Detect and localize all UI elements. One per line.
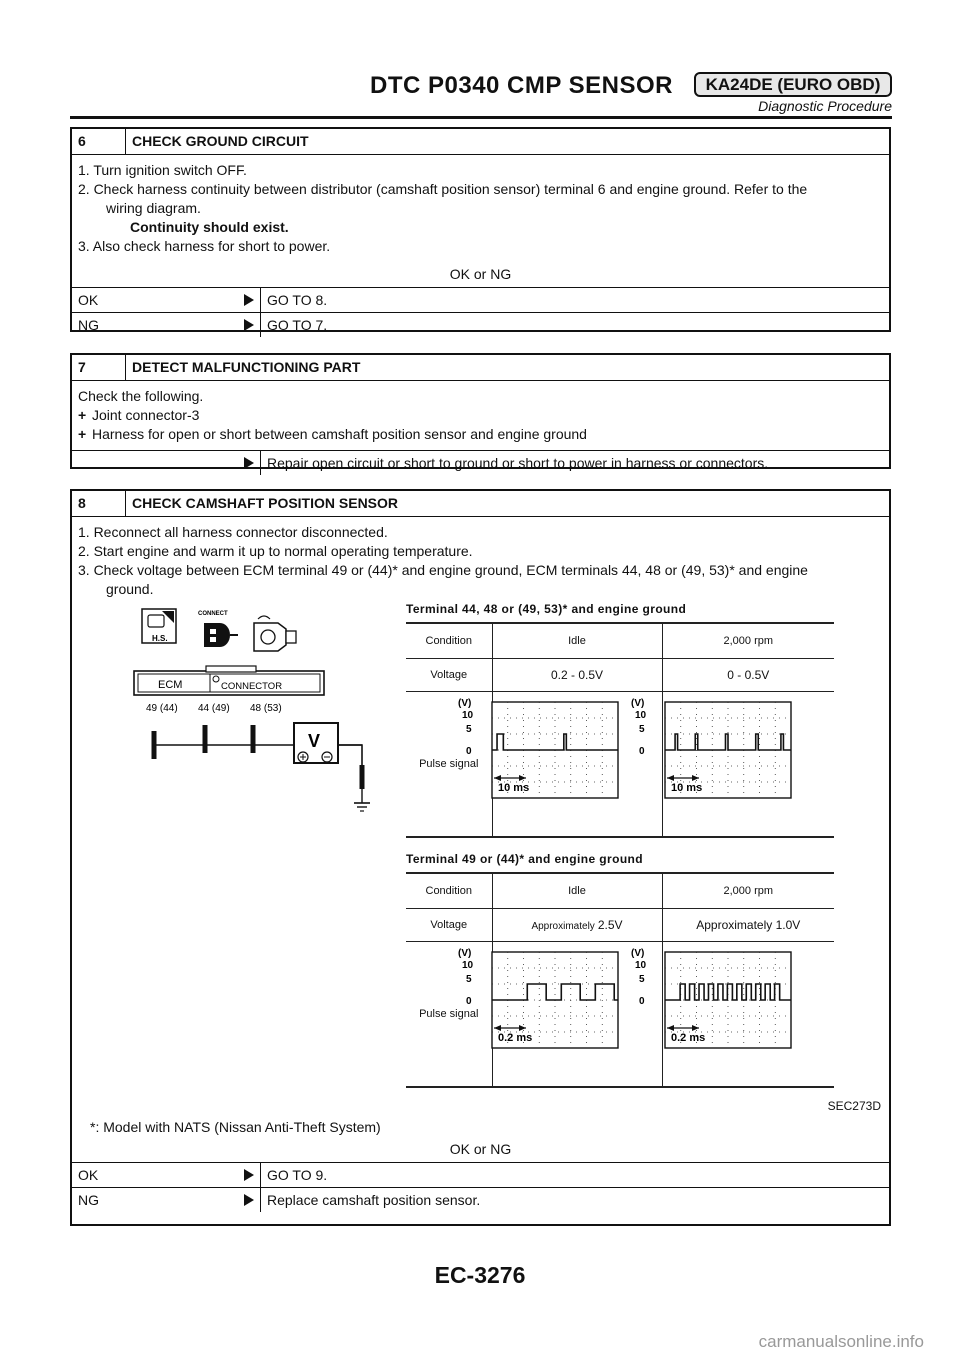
list-item: + Joint connector-3 bbox=[78, 407, 200, 423]
result-action: GO TO 7. bbox=[260, 313, 889, 337]
result-row bbox=[72, 450, 889, 475]
step-6-title-row bbox=[72, 129, 889, 155]
timebase-label: 10 ms bbox=[671, 782, 703, 794]
page-title: DTC P0340 CMP SENSOR bbox=[370, 72, 673, 99]
voltage-header: Voltage bbox=[406, 658, 492, 691]
bullet-icon: + bbox=[78, 407, 87, 423]
result-label: NG bbox=[78, 1192, 99, 1208]
scope-tick-label: 10 bbox=[635, 960, 647, 971]
table-1-title: Terminal 44, 48 or (49, 53)* and engine ground bbox=[406, 602, 687, 616]
step-6-body bbox=[72, 155, 889, 260]
arrow-right-icon bbox=[244, 1194, 254, 1206]
pulse-header: Pulse signal bbox=[406, 941, 492, 1087]
result-label: NG bbox=[78, 317, 99, 333]
timebase-label: 10 ms bbox=[498, 782, 530, 794]
result-label: OK bbox=[78, 1167, 99, 1183]
instruction-line: Check the following. bbox=[78, 388, 204, 404]
scope-tick-label: 5 bbox=[466, 724, 472, 735]
page-subtitle: Diagnostic Procedure bbox=[758, 98, 892, 114]
step-7-box bbox=[70, 353, 891, 469]
instruction-line: 2. Check harness continuity between distributor (camshaft position sensor) terminal 6 and engine ground. Refer to the bbox=[78, 181, 808, 197]
spec-line: Continuity should exist. bbox=[130, 219, 289, 235]
instruction-line: 1. Reconnect all harness connector disconnected. bbox=[78, 524, 388, 540]
terminal-label: 49 (44) bbox=[146, 703, 178, 714]
ok-or-ng-label: OK or NG bbox=[449, 266, 512, 282]
watermark: carmanualsonline.info bbox=[758, 1332, 924, 1351]
result-action: GO TO 8. bbox=[260, 288, 889, 312]
meter-label: V bbox=[308, 731, 321, 751]
scope-unit-label: (V) bbox=[458, 698, 472, 709]
step-8-body bbox=[72, 517, 889, 599]
step-7-body bbox=[72, 381, 889, 448]
result-action: Replace camshaft position sensor. bbox=[260, 1188, 889, 1212]
measurement-diagram bbox=[72, 599, 889, 1117]
arrow-right-icon bbox=[244, 294, 254, 306]
step-title: DETECT MALFUNCTIONING PART bbox=[132, 359, 361, 375]
result-row bbox=[72, 312, 889, 337]
result-action: GO TO 9. bbox=[260, 1163, 889, 1187]
result-row bbox=[72, 287, 889, 312]
scope-tick-label: 5 bbox=[639, 974, 645, 985]
scope-tick-label: 5 bbox=[639, 724, 645, 735]
connect-label: CONNECT bbox=[198, 611, 228, 617]
result-label: OK bbox=[78, 292, 99, 308]
step-number: 7 bbox=[72, 355, 126, 380]
oscilloscope-traces bbox=[72, 599, 889, 1117]
arrow-right-icon bbox=[244, 319, 254, 331]
pulse-header: Pulse signal bbox=[406, 691, 492, 837]
engine-badge: KA24DE (EURO OBD) bbox=[694, 72, 892, 97]
scope-tick-label: 10 bbox=[635, 710, 647, 721]
footnote: *: Model with NATS (Nissan Anti-Theft System) bbox=[90, 1119, 381, 1135]
bullet-icon: + bbox=[78, 426, 87, 442]
instruction-line: 3. Also check harness for short to power. bbox=[78, 238, 331, 254]
scope-tick-label: 5 bbox=[466, 974, 472, 985]
scope-tick-label: 10 bbox=[462, 710, 474, 721]
hs-label: H.S. bbox=[152, 634, 168, 643]
table-2-title: Terminal 49 or (44)* and engine ground bbox=[406, 852, 644, 866]
terminal-label: 48 (53) bbox=[250, 703, 282, 714]
scope-tick-label: 10 bbox=[462, 960, 474, 971]
voltage-value: 2.5V bbox=[597, 917, 623, 932]
ecm-label: ECM bbox=[158, 679, 183, 691]
scope-unit-label: (V) bbox=[458, 948, 472, 959]
figure-code: SEC273D bbox=[827, 1099, 881, 1113]
instruction-line: 2. Start engine and warm it up to normal operating temperature. bbox=[78, 543, 473, 559]
connector-label: CONNECTOR bbox=[221, 681, 283, 692]
page-header bbox=[70, 68, 892, 118]
voltage-2000rpm: Approximately 1.0V bbox=[662, 908, 834, 941]
header-rule bbox=[70, 116, 892, 119]
step-title: CHECK GROUND CIRCUIT bbox=[132, 133, 309, 149]
cell-2000rpm: 2,000 rpm bbox=[662, 623, 834, 658]
voltage-prefix: Approximately bbox=[531, 920, 595, 932]
list-item: + Harness for open or short between camshaft position sensor and engine ground bbox=[78, 426, 587, 442]
step-7-title-row bbox=[72, 355, 889, 381]
result-action: Repair open circuit or short to ground or short to power in harness or connectors. bbox=[260, 451, 889, 475]
ok-or-ng-label: OK or NG bbox=[449, 1141, 512, 1157]
scope-tick-label: 0 bbox=[466, 996, 472, 1007]
scope-tick-label: 0 bbox=[639, 996, 645, 1007]
voltage-header: Voltage bbox=[406, 908, 492, 941]
step-title: CHECK CAMSHAFT POSITION SENSOR bbox=[132, 495, 399, 511]
cell-idle: Idle bbox=[492, 873, 662, 908]
step-8-box bbox=[70, 489, 891, 1226]
cell-2000rpm: 2,000 rpm bbox=[662, 873, 834, 908]
scope-unit-label: (V) bbox=[631, 948, 645, 959]
result-row bbox=[72, 1187, 889, 1212]
condition-header: Condition bbox=[406, 623, 492, 658]
voltage-2000rpm: 0 - 0.5V bbox=[662, 658, 834, 691]
timebase-label: 0.2 ms bbox=[671, 1032, 706, 1044]
step-number: 8 bbox=[72, 491, 126, 516]
result-row bbox=[72, 1162, 889, 1187]
step-6-box bbox=[70, 127, 891, 332]
timebase-label: 0.2 ms bbox=[498, 1032, 533, 1044]
scope-tick-label: 0 bbox=[639, 746, 645, 757]
cell-idle: Idle bbox=[492, 623, 662, 658]
arrow-right-icon bbox=[244, 457, 254, 469]
step-number: 6 bbox=[72, 129, 126, 154]
terminal-label: 44 (49) bbox=[198, 703, 230, 714]
condition-header: Condition bbox=[406, 873, 492, 908]
instruction-line: ground. bbox=[106, 581, 154, 597]
arrow-right-icon bbox=[244, 1169, 254, 1181]
scope-unit-label: (V) bbox=[631, 698, 645, 709]
scope-tick-label: 0 bbox=[466, 746, 472, 757]
instruction-line: wiring diagram. bbox=[106, 200, 201, 216]
instruction-line: 3. Check voltage between ECM terminal 49 or (44)* and engine ground, ECM terminals 44, 48 or (49, 53)* and engine bbox=[78, 562, 808, 578]
step-8-title-row bbox=[72, 491, 889, 517]
page-number: EC-3276 bbox=[434, 1262, 526, 1288]
voltage-idle: 0.2 - 0.5V bbox=[492, 658, 662, 691]
instruction-line: 1. Turn ignition switch OFF. bbox=[78, 162, 247, 178]
